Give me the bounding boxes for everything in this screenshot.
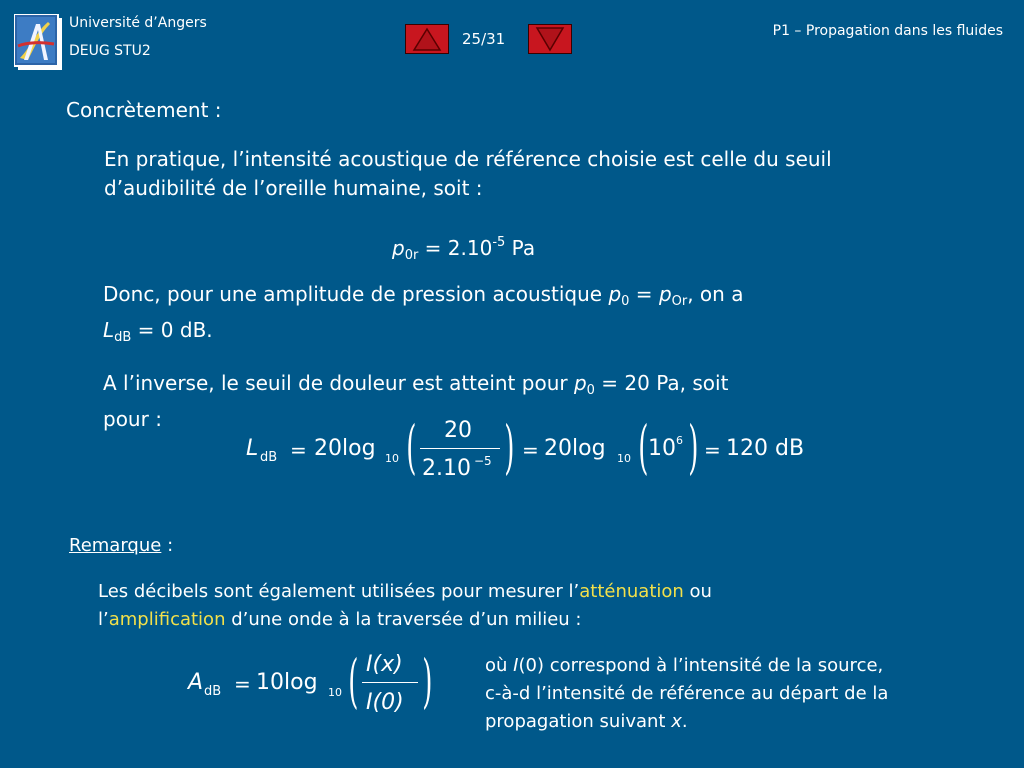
equation-p0r: $p_{0r} = 2.10^{-5}$ Pa bbox=[392, 235, 536, 263]
equation-pain-threshold: L dB = 20log 10 ( 20 2.10 −5 ) = 20log 10 ( 10 6 ) = 120 dB bbox=[246, 413, 805, 481]
previous-slide-button[interactable] bbox=[405, 24, 449, 54]
remark-label: Remarque : bbox=[69, 535, 174, 556]
attenuation-term: atténuation bbox=[579, 581, 684, 602]
paragraph-source-intensity: où I(0) correspond à l’intensité de la source, c-à-d l’intensité de référence au départ de la propagation suivant x. bbox=[485, 655, 889, 732]
triangle-up-icon bbox=[406, 25, 448, 53]
equation-attenuation: A dB = 10log 10 ( I(x) I(0) ) bbox=[188, 647, 433, 715]
paragraph-reference-intensity: En pratique, l’intensité acoustique de référence choisie est celle du seuil d’audibilité de l’oreille humaine, soit : bbox=[104, 147, 832, 200]
paragraph-decibel-uses: Les décibels sont également utilisées pour mesurer l’atténuation ou l’amplification d’une onde à la traversée d’un milieu : bbox=[98, 581, 712, 630]
amplification-term: amplification bbox=[108, 609, 226, 630]
paragraph-pain-threshold: A l’inverse, le seuil de douleur est atteint pour $p_0 = 20$ Pa, soit pour : bbox=[103, 371, 729, 431]
university-logo bbox=[14, 14, 62, 70]
paragraph-zero-db: Donc, pour une amplitude de pression acoustique $p_0 = p_{Or}$, on a $L_{dB} = 0$ dB. bbox=[103, 282, 744, 345]
triangle-down-icon bbox=[529, 25, 571, 53]
page-counter: 25/31 bbox=[462, 30, 506, 48]
section-heading: Concrètement : bbox=[66, 98, 222, 122]
next-slide-button[interactable] bbox=[528, 24, 572, 54]
course-title: P1 – Propagation dans les fluides bbox=[772, 23, 1003, 39]
program-name: DEUG STU2 bbox=[69, 43, 151, 59]
university-name: Université d’Angers bbox=[69, 15, 207, 31]
